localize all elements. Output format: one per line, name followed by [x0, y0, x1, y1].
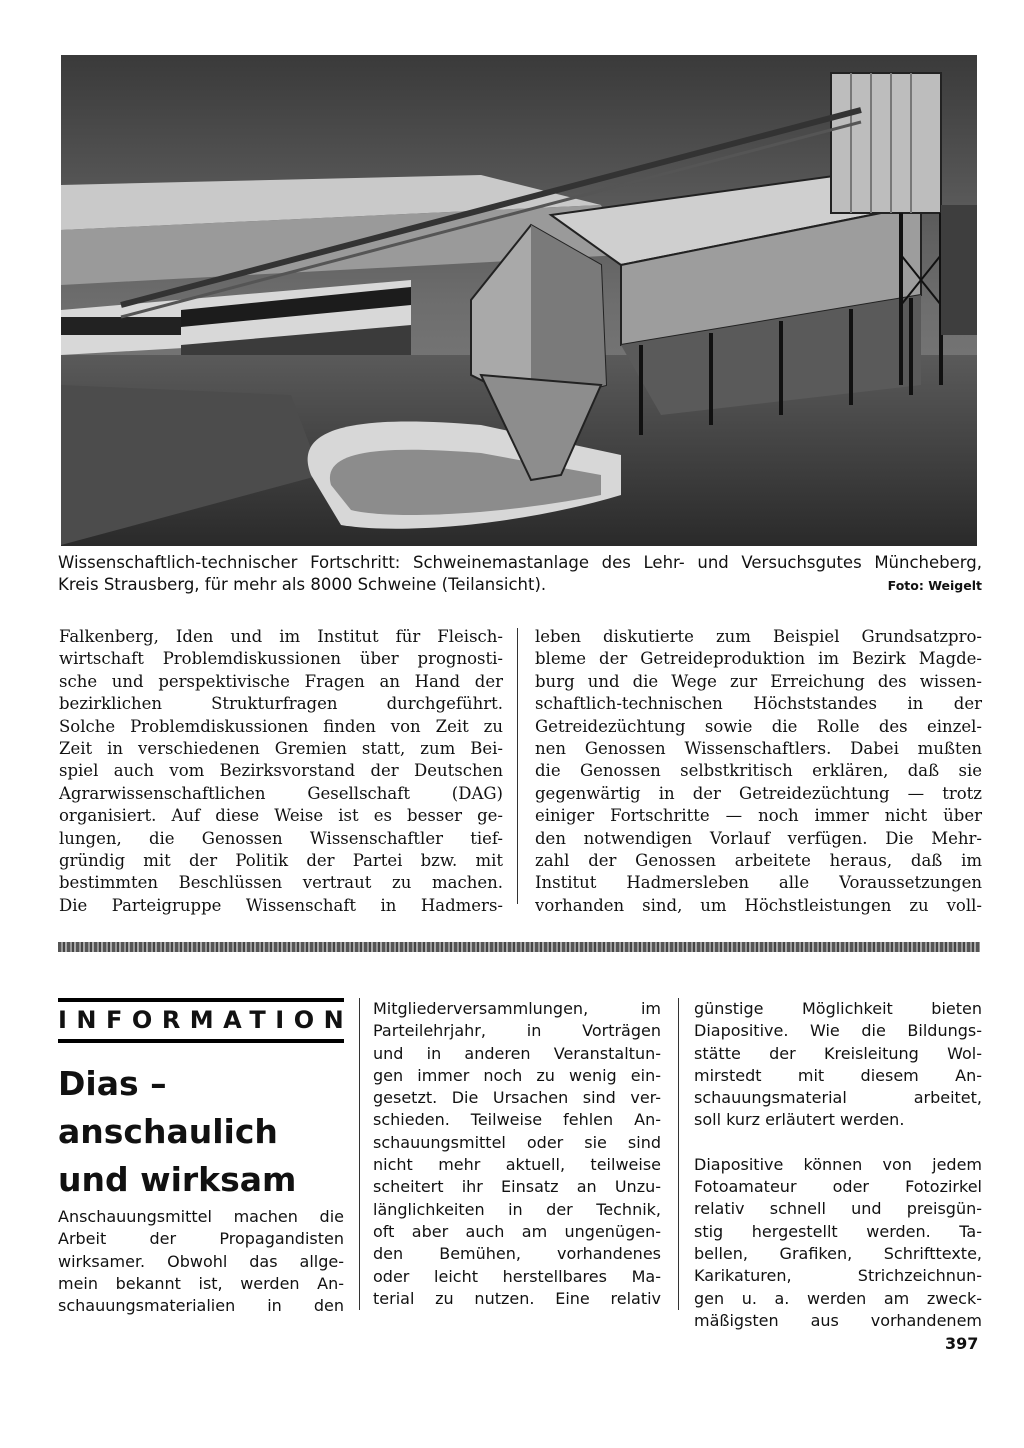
info-rule-bottom: [58, 1039, 344, 1043]
text-line: einiger Fortschritte — noch immer nicht über: [535, 806, 982, 826]
column-divider: [678, 998, 679, 1310]
text-line: gründig mit der Politik der Partei bzw. mit: [59, 851, 503, 871]
text-line: relativ schnell und preisgün-: [694, 1199, 982, 1219]
column-divider: [517, 628, 518, 904]
text-line: leben diskutierte zum Beispiel Grundsatzpro-: [535, 627, 982, 646]
text-line: Solche Problemdiskussionen finden von Zeit zu: [59, 716, 503, 736]
article-column-right-info: [694, 998, 982, 1332]
text-line: Falkenberg, Iden und im Institut für Fleisch-: [59, 627, 503, 646]
photo-credit: Foto: Weigelt: [887, 578, 982, 593]
photo-drawing: [61, 55, 977, 546]
text-line: terial zu nutzen. Eine relativ: [373, 1288, 661, 1308]
text-line: Karikaturen, Strichzeichnun-: [694, 1266, 982, 1286]
headline-line: und wirksam: [58, 1160, 297, 1199]
text-line: Diapositive können von jedem: [694, 1154, 982, 1174]
photo-caption: [58, 552, 982, 597]
text-line: Parteilehrjahr, in Vorträgen: [373, 1021, 661, 1041]
text-line: bestimmten Beschlüssen vertraut zu machen.: [59, 873, 503, 893]
headline-line: anschaulich: [58, 1112, 278, 1151]
text-line: gen u. a. werden am zweck-: [694, 1288, 982, 1308]
text-line: wirksamer. Obwohl das allge-: [58, 1251, 344, 1271]
paragraph-gap: [694, 1132, 982, 1154]
page-number: 397: [945, 1334, 979, 1353]
text-line: nen Genossen Wissenschaftlers. Dabei mußten: [535, 739, 982, 759]
text-line: bleme der Getreideproduktion im Bezirk Magde-: [535, 649, 982, 669]
text-line: mirstedt mit diesem An-: [694, 1065, 982, 1085]
text-line: gegenwärtig in der Getreidezüchtung — trotz: [535, 783, 982, 803]
info-rule-top: [58, 998, 344, 1002]
text-line: soll kurz erläutert werden.: [694, 1110, 905, 1130]
text-line: Getreidezüchtung sowie die Rolle des einzel-: [535, 716, 982, 736]
pig-fattening-facility-photo: [61, 55, 977, 546]
text-line: schieden. Teilweise fehlen An-: [373, 1110, 661, 1130]
text-line: günstige Möglichkeit bieten: [694, 999, 982, 1018]
headline-line: Dias –: [58, 1064, 167, 1103]
text-line: vorhanden sind, um Höchstleistungen zu voll-: [535, 895, 982, 915]
text-line: lungen, die Genossen Wissenschaftler tief-: [59, 828, 503, 848]
text-line: schauungsmaterial arbeitet,: [694, 1088, 982, 1108]
text-line: nicht mehr aktuell, teilweise: [373, 1155, 661, 1175]
text-line: stig hergestellt werden. Ta-: [694, 1221, 982, 1241]
text-line: scheitert ihr Einsatz an Unzu-: [373, 1177, 661, 1197]
text-line: Anschauungsmittel machen die: [58, 1207, 344, 1226]
text-line: Fotoamateur oder Fotozirkel: [694, 1177, 982, 1197]
caption-line-2: Kreis Strausberg, für mehr als 8000 Schweine (Teilansicht).: [58, 575, 547, 594]
text-line: gen immer noch zu wenig ein-: [373, 1065, 661, 1085]
text-line: gesetzt. Die Ursachen sind ver-: [373, 1088, 661, 1108]
text-line: den notwendigen Vorlauf verfügen. Die Mehr-: [535, 828, 982, 848]
text-line: oder leicht herstellbares Ma-: [373, 1266, 661, 1286]
text-line: Diapositive. Wie die Bildungs-: [694, 1021, 982, 1041]
article-column-right: [535, 626, 982, 917]
text-line: organisiert. Auf diese Weise ist es besser ge-: [59, 806, 503, 826]
text-line: spiel auch vom Bezirksvorstand der Deutschen: [59, 761, 503, 781]
text-line: schauungsmittel oder sie sind: [373, 1132, 661, 1152]
article-headline: [58, 1060, 358, 1204]
text-line: Zeit in verschiedenen Gremien statt, zum Bei-: [59, 739, 503, 759]
text-line: Arbeit der Propagandisten: [58, 1229, 344, 1249]
text-line: Agrarwissenschaftlichen Gesellschaft (DAG): [59, 783, 503, 803]
text-line: bezirklichen Strukturfragen durchgeführt.: [59, 694, 503, 714]
text-line: mein bekannt ist, werden An-: [58, 1273, 344, 1293]
section-label: INFORMATION: [58, 1006, 354, 1034]
text-line: bellen, Grafiken, Schrifttexte,: [694, 1243, 982, 1263]
article-intro: [58, 1206, 344, 1317]
column-divider: [359, 998, 360, 1310]
text-line: wirtschaft Problemdiskussionen über prognosti-: [59, 649, 503, 669]
text-line: stätte der Kreisleitung Wol-: [694, 1043, 982, 1063]
article-column-middle: [373, 998, 661, 1310]
text-line: Institut Hadmersleben alle Voraussetzungen: [535, 873, 982, 893]
text-line: mäßigsten aus vorhandenem: [694, 1310, 982, 1330]
text-line: schaftlich-technischen Höchststandes in der: [535, 694, 982, 714]
text-line: den Bemühen, vorhandenes: [373, 1244, 661, 1264]
text-line: länglichkeiten in der Technik,: [373, 1199, 661, 1219]
text-line: zahl der Genossen arbeitete heraus, daß im: [535, 851, 982, 871]
section-separator: [58, 942, 980, 952]
text-line: die Genossen selbstkritisch erklären, daß sie: [535, 761, 982, 781]
text-line: und in anderen Veranstaltun-: [373, 1043, 661, 1063]
article-column-left: [59, 626, 503, 917]
text-line: Mitgliederversammlungen, im: [373, 999, 661, 1018]
text-line: schauungsmaterialien in den: [58, 1296, 344, 1316]
text-line: oft aber auch am ungenügen-: [373, 1221, 661, 1241]
text-line: burg und die Wege zur Erreichung des wissen-: [535, 671, 982, 691]
text-line: sche und perspektivische Fragen an Hand der: [59, 671, 503, 691]
text-line: Die Parteigruppe Wissenschaft in Hadmers-: [59, 895, 503, 915]
caption-line-1: Wissenschaftlich-technischer Fortschritt: Schweinemastanlage des Lehr- und Versuchsgutes Müncheberg,: [58, 553, 982, 572]
